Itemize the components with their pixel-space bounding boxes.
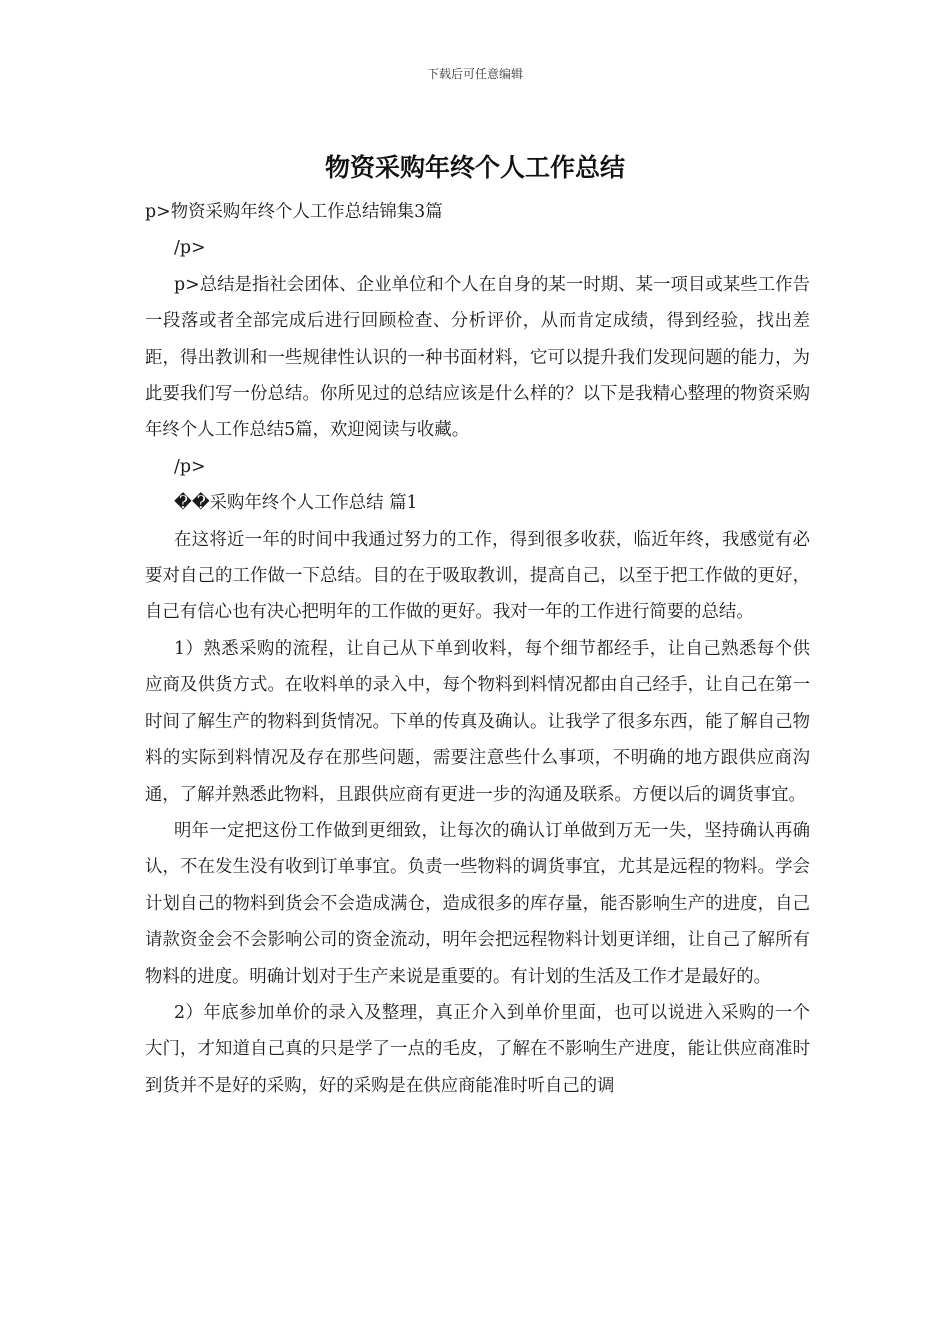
intro-paragraph: p>总结是指社会团体、企业单位和个人在自身的某一时期、某一项目或某些工作告一段落或者全部完成后进行回顾检查、分析评价，从而肯定成绩，得到经验，找出差距，得出教训和一些规律性认识的一种书面材料，它可以提升我们发现问题的能力，为此要我们写一份总结。你所见过的总结应该是什么样的？以下是我精心整理的物资采购年终个人工作总结5篇，欢迎阅读与收藏。 <box>145 274 810 441</box>
document-title: 物资采购年终个人工作总结 <box>324 153 625 182</box>
tag-close-paragraph: /p> <box>174 456 206 477</box>
header-note: 下载后可任意编辑 <box>426 67 523 81</box>
body-paragraph: 1）熟悉采购的流程，让自己从下单到收料，每个细节都经手，让自己熟悉每个供应商及供货方式。在收料单的录入中，每个物料到料情况都由自己经手，让自己在第一时间了解生产的物料到货情况。下单的传真及确认。让我学了很多东西，能了解自己物料的实际到料情况及存在那些问题，需要注意些什么事项，不明确的地方跟供应商沟通，了解并熟悉此物料，且跟供应商有更进一步的沟通及联系。方便以后的调货事宜。 <box>145 638 810 805</box>
body-paragraph: 在这将近一年的时间中我通过努力的工作，得到很多收获，临近年终，我感觉有必要对自己的工作做一下总结。目的在于吸取教训，提高自己，以至于把工作做的更好，自己有信心也有决心把明年的工作做的更好。我对一年的工作进行简要的总结。 <box>145 529 810 623</box>
subtitle-paragraph: p>物资采购年终个人工作总结锦集3篇 <box>145 202 443 222</box>
body-paragraph: 明年一定把这份工作做到更细致，让每次的确认订单做到万无一失，坚持确认再确认，不在发生没有收到订单事宜。负责一些物料的调货事宜，尤其是远程的物料。学会计划自己的物料到货会不会造成满仓，造成很多的库存量，能否影响生产的进度，自己请款资金会不会影响公司的资金流动，明年会把远程物料计划更详细，让自己了解所有物料的进度。明确计划对于生产来说是重要的。有计划的生活及工作才是最好的。 <box>145 820 810 987</box>
body-paragraph: 2）年底参加单价的录入及整理，真正介入到单价里面，也可以说进入采购的一个大门，才知道自己真的只是学了一点的毛皮，了解在不影响生产进度，能让供应商准时到货并不是好的采购，好的采购是在供应商能准时听自己的调 <box>145 1002 810 1096</box>
tag-close-paragraph: /p> <box>174 238 206 259</box>
section-heading: ��采购年终个人工作总结 篇1 <box>174 493 418 514</box>
document-body <box>145 194 810 1104</box>
